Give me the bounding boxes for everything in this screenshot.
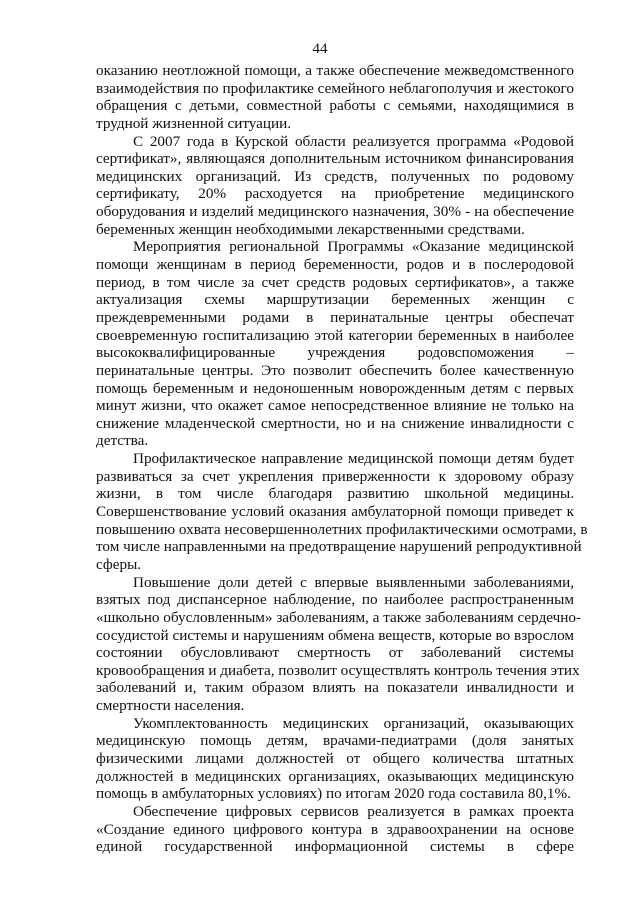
paragraph-line: Мероприятия региональной Программы «Оказание медицинской: [133, 238, 574, 256]
page-number: 44: [312, 41, 328, 57]
paragraph-digital-services: [96, 803, 574, 856]
paragraph-line: помощь беременным и недоношенным новорожденным детям с первых: [96, 379, 574, 397]
paragraph-line: состоянии обусловливают смертность от заболеваний системы: [96, 644, 574, 662]
paragraph-line: взятых под диспансерное наблюдение, по наиболее распространенным: [96, 591, 574, 609]
paragraph-line: том числе направленными на предотвращение нарушений репродуктивной: [96, 538, 582, 556]
paragraph-line: жизни, в том числе благодаря развитию школьной медицины.: [96, 485, 574, 503]
paragraph-line: детства.: [96, 432, 149, 450]
paragraph-line: беременных женщин необходимыми лекарственными средствами.: [96, 220, 525, 238]
paragraph-line: Совершенствование условий оказания амбулаторной помощи приведет к: [96, 503, 574, 521]
paragraph-line: актуализация схемы маршрутизации беременных женщин с: [96, 291, 574, 309]
document-body: [96, 62, 588, 856]
paragraph-line: единой государственной информационной системы в сфере: [96, 838, 574, 856]
paragraph-line: сертификат», являющаяся дополнительным источником финансирования: [96, 150, 574, 168]
paragraph-line: преждевременными родами в перинатальные центры обеспечат: [96, 308, 574, 326]
paragraph-line: физическими лицами должностей от общего количества штатных: [96, 749, 574, 767]
paragraph-line: «школьно обусловленным» заболеваниям, а также заболеваниям сердечно-: [96, 608, 582, 626]
paragraph-line: Профилактическое направление медицинской помощи детям будет: [133, 450, 574, 468]
paragraph-line: заболеваний и, таким образом влиять на показатели инвалидности и: [96, 679, 574, 697]
paragraph-preventive-direction: [96, 450, 588, 573]
paragraph-line: сертификату, 20% расходуется на приобретение медицинского: [96, 185, 574, 203]
paragraph-staffing: [96, 715, 574, 803]
paragraph-line: сосудистой системы и нарушениям обмена веществ, которые во взрослом: [96, 626, 574, 644]
paragraph-line: снижение младенческой смертности, но и на снижение инвалидности с: [96, 414, 574, 432]
paragraph-line: взаимодействия по профилактике семейного неблагополучия и жестокого: [96, 79, 574, 97]
paragraph-dispensary-observation: [96, 573, 582, 715]
paragraph-line: минут жизни, что окажет самое непосредственное влияние не только на: [96, 397, 574, 415]
paragraph-line: Укомплектованность медицинских организаций, оказывающих: [133, 714, 574, 732]
paragraph-line: кровообращения и диабета, позволит осуществлять контроль течения этих: [96, 661, 580, 679]
paragraph-line: медицинских организаций. Из средств, полученных по родовому: [96, 167, 574, 185]
paragraph-line: период, в том числе за счет средств родовых сертификатов», а также: [96, 273, 574, 291]
paragraph-line: оказанию неотложной помощи, а также обеспечение межведомственного: [96, 62, 574, 79]
paragraph-line: Обеспечение цифровых сервисов реализуется в рамках проекта: [133, 802, 574, 820]
paragraph-line: своевременную госпитализацию этой категории беременных в наиболее: [96, 326, 574, 344]
paragraph-line: должностей в медицинских организациях, оказывающих медицинскую: [96, 767, 574, 785]
paragraph-line: «Создание единого цифрового контура в здравоохранении на основе: [96, 820, 574, 838]
paragraph-line: развиваться за счет укрепления приверженности к здоровому образу: [96, 467, 574, 485]
paragraph-line: сферы.: [96, 555, 142, 573]
paragraph-line: смертности населения.: [96, 697, 245, 715]
paragraph-line: высококвалифицированные учреждения родовспоможения –: [96, 344, 574, 362]
paragraph-line: помощи женщинам в период беременности, родов и в послеродовой: [96, 256, 574, 274]
paragraph-line: трудной жизненной ситуации.: [96, 114, 292, 132]
paragraph-line: помощь в амбулаторных условиях) по итогам 2020 года составила 80,1%.: [96, 785, 571, 803]
paragraph-line: Повышение доли детей с впервые выявленными заболеваниями,: [133, 573, 574, 591]
paragraph-line: перинатальные центры. Это позволит обеспечить более качественную: [96, 361, 574, 379]
paragraph-regional-program: [96, 238, 574, 450]
paragraph-line: медицинскую помощь детям, врачами-педиатрами (доля занятых: [96, 732, 574, 750]
paragraph-line: С 2007 года в Курской области реализуется программа «Родовой: [133, 132, 574, 150]
paragraph-line: повышению охвата несовершеннолетних профилактическими осмотрами, в: [96, 520, 588, 538]
paragraph-line: оборудования и изделий медицинского назначения, 30% - на обеспечение: [96, 203, 574, 221]
paragraph-birth-certificate: [96, 133, 574, 239]
paragraph-emergency-care: [96, 62, 574, 133]
paragraph-line: обращения с детьми, совместной работы с семьями, находящимися в: [96, 97, 574, 115]
